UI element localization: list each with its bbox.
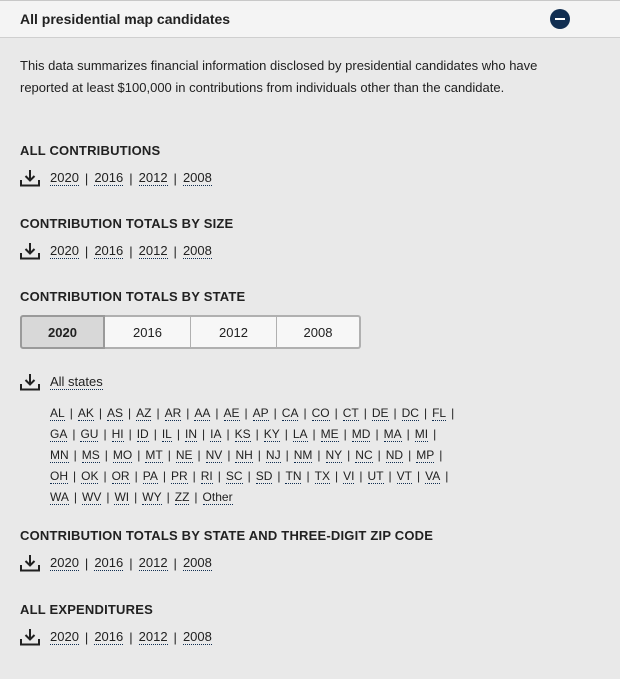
state-link-nj[interactable]: NJ [265, 448, 281, 462]
section-all-expenditures [20, 602, 212, 648]
state-link-ky[interactable]: KY [263, 427, 280, 441]
download-row: 2020 | 2016 | 2012 | 2008 [20, 167, 212, 189]
state-link-il[interactable]: IL [161, 427, 172, 441]
download-link-2012[interactable]: 2012 [138, 242, 168, 258]
state-link-ga[interactable]: GA [50, 427, 68, 441]
state-link-wv[interactable]: WV [82, 490, 102, 504]
section-title: ALL EXPENDITURES [20, 602, 153, 617]
state-link-ia[interactable]: IA [210, 427, 222, 441]
section-totals-by-zip [20, 528, 433, 574]
state-links [50, 403, 520, 508]
state-link-ny[interactable]: NY [325, 448, 343, 462]
state-line: GA | GU | HI | ID | IL | IN | IA | KS | KY | LA | ME | MD | MA | MI | [50, 427, 437, 441]
state-line: AL | AK | AS | AZ | AR | AA | AE | AP | CA | CO | CT | DE | DC | FL | [50, 406, 455, 420]
section-title: CONTRIBUTION TOTALS BY SIZE [20, 216, 234, 231]
section-totals-by-state [20, 289, 520, 508]
state-link-as[interactable]: AS [106, 406, 123, 420]
state-link-ap[interactable]: AP [252, 406, 269, 420]
state-link-de[interactable]: DE [371, 406, 389, 420]
state-link-wa[interactable]: WA [50, 490, 69, 504]
intro-text: This data summarizes financial information disclosed by presidential candidates who have reported at least $100,000 in contributions from individuals other than the candidate. [20, 58, 538, 95]
state-link-sc[interactable]: SC [225, 469, 243, 483]
state-link-ut[interactable]: UT [367, 469, 384, 483]
state-link-ak[interactable]: AK [77, 406, 94, 420]
state-link-pr[interactable]: PR [170, 469, 188, 483]
state-link-pa[interactable]: PA [142, 469, 158, 483]
download-icon [20, 628, 40, 646]
state-link-md[interactable]: MD [351, 427, 371, 441]
download-link-2008[interactable]: 2008 [182, 628, 212, 644]
state-link-va[interactable]: VA [425, 469, 441, 483]
download-row: 2020 | 2016 | 2012 | 2008 [20, 240, 233, 262]
state-link-fl[interactable]: FL [432, 406, 447, 420]
download-link-2020[interactable]: 2020 [50, 169, 79, 185]
minus-circle-icon[interactable] [550, 9, 570, 29]
state-line: MN | MS | MO | MT | NE | NV | NH | NJ | NM | NY | NC | ND | MP | [50, 448, 443, 462]
state-link-id[interactable]: ID [136, 427, 149, 441]
state-link-ne[interactable]: NE [175, 448, 193, 462]
download-icon [20, 554, 40, 572]
state-link-me[interactable]: ME [320, 427, 339, 441]
download-icon [20, 373, 40, 391]
state-link-ms[interactable]: MS [81, 448, 100, 462]
state-link-mt[interactable]: MT [145, 448, 163, 462]
accordion-header[interactable] [0, 0, 620, 38]
state-link-hi[interactable]: HI [111, 427, 124, 441]
all-states-link[interactable]: All states [50, 373, 103, 389]
state-link-or[interactable]: OR [111, 469, 130, 483]
state-link-nv[interactable]: NV [205, 448, 223, 462]
state-link-wi[interactable]: WI [114, 490, 130, 504]
state-link-tx[interactable]: TX [314, 469, 330, 483]
state-link-vi[interactable]: VI [343, 469, 355, 483]
state-link-ri[interactable]: RI [200, 469, 213, 483]
state-link-mp[interactable]: MP [416, 448, 435, 462]
tab-2012[interactable]: 2012 [191, 315, 277, 349]
download-link-2020[interactable]: 2020 [50, 628, 79, 644]
state-link-nm[interactable]: NM [293, 448, 313, 462]
state-link-ar[interactable]: AR [164, 406, 182, 420]
state-link-tn[interactable]: TN [285, 469, 302, 483]
accordion-content [0, 55, 620, 99]
state-link-ma[interactable]: MA [383, 427, 402, 441]
state-link-ks[interactable]: KS [234, 427, 251, 441]
state-link-sd[interactable]: SD [255, 469, 273, 483]
download-link-2012[interactable]: 2012 [138, 628, 168, 644]
download-link-2020[interactable]: 2020 [50, 242, 79, 258]
state-link-aa[interactable]: AA [194, 406, 211, 420]
download-link-2016[interactable]: 2016 [94, 554, 124, 570]
download-icon [20, 242, 40, 260]
state-link-gu[interactable]: GU [80, 427, 99, 441]
download-link-2016[interactable]: 2016 [94, 169, 124, 185]
state-link-la[interactable]: LA [292, 427, 308, 441]
state-link-wy[interactable]: WY [142, 490, 162, 504]
state-link-ok[interactable]: OK [81, 469, 99, 483]
year-tabs [20, 315, 520, 349]
section-title: CONTRIBUTION TOTALS BY STATE [20, 289, 246, 304]
state-line: OH | OK | OR | PA | PR | RI | SC | SD | TN | TX | VI | UT | VT | VA | [50, 469, 449, 483]
state-link-nd[interactable]: ND [385, 448, 404, 462]
tab-2008[interactable]: 2008 [277, 315, 361, 349]
state-link-mi[interactable]: MI [414, 427, 429, 441]
download-link-2012[interactable]: 2012 [138, 169, 168, 185]
state-link-ca[interactable]: CA [281, 406, 299, 420]
download-link-2008[interactable]: 2008 [182, 169, 212, 185]
section-title: CONTRIBUTION TOTALS BY STATE AND THREE-DIGIT ZIP CODE [20, 528, 434, 543]
state-link-other[interactable]: Other [202, 490, 233, 504]
download-link-2008[interactable]: 2008 [182, 554, 212, 570]
state-link-ae[interactable]: AE [223, 406, 240, 420]
state-link-mn[interactable]: MN [50, 448, 69, 462]
state-link-az[interactable]: AZ [136, 406, 152, 420]
state-link-nh[interactable]: NH [235, 448, 253, 462]
state-link-dc[interactable]: DC [401, 406, 419, 420]
state-link-ct[interactable]: CT [342, 406, 359, 420]
section-totals-by-size [20, 216, 233, 262]
state-link-nc[interactable]: NC [355, 448, 373, 462]
download-link-2016[interactable]: 2016 [94, 628, 124, 644]
state-link-al[interactable]: AL [50, 406, 65, 420]
download-row: 2020 | 2016 | 2012 | 2008 [20, 552, 433, 574]
download-row: 2020 | 2016 | 2012 | 2008 [20, 626, 212, 648]
download-link-2008[interactable]: 2008 [182, 242, 212, 258]
state-link-mo[interactable]: MO [112, 448, 133, 462]
tab-2020[interactable]: 2020 [20, 315, 105, 349]
download-link-2012[interactable]: 2012 [138, 554, 168, 570]
tab-2016[interactable]: 2016 [105, 315, 191, 349]
state-link-zz[interactable]: ZZ [174, 490, 190, 504]
download-link-2016[interactable]: 2016 [94, 242, 124, 258]
download-row [20, 371, 520, 393]
download-icon [20, 169, 40, 187]
state-link-co[interactable]: CO [311, 406, 330, 420]
state-link-oh[interactable]: OH [50, 469, 68, 483]
section-all-contributions [20, 143, 212, 189]
section-title: ALL CONTRIBUTIONS [20, 143, 161, 158]
state-line: WA | WV | WI | WY | ZZ | Other [50, 490, 233, 504]
state-link-vt[interactable]: VT [396, 469, 413, 483]
state-link-in[interactable]: IN [184, 427, 197, 441]
accordion-title: All presidential map candidates [20, 11, 231, 27]
download-link-2020[interactable]: 2020 [50, 554, 79, 570]
